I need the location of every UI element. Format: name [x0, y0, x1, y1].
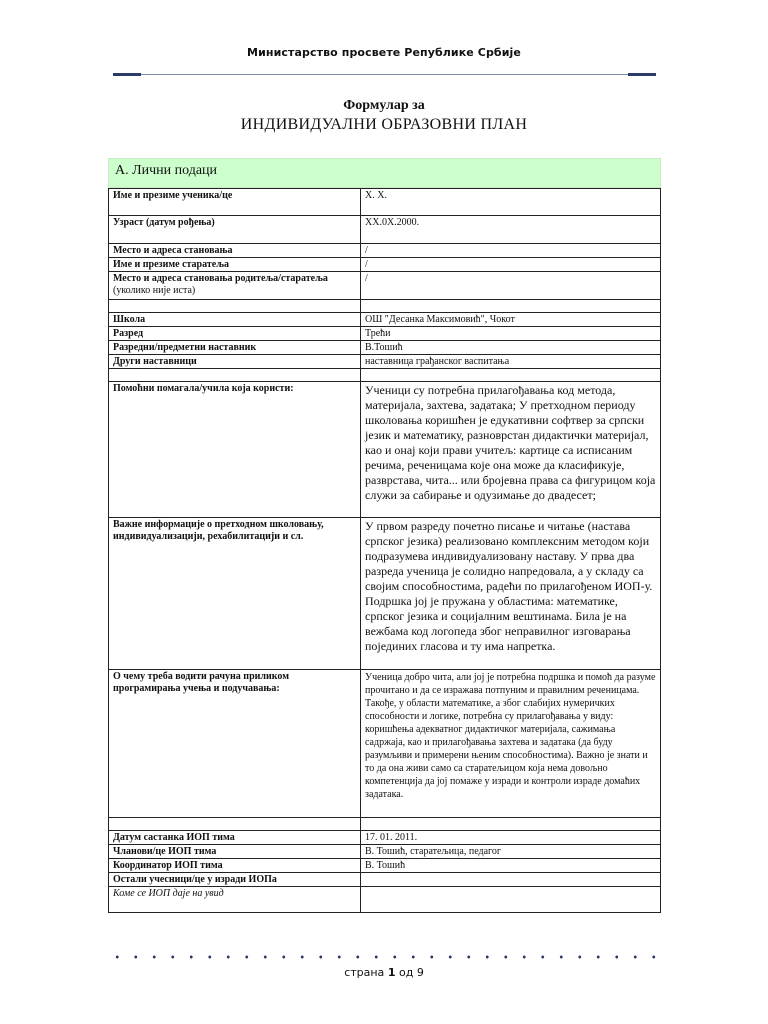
- value-team-members: В. Тошић, старатељица, педагог: [361, 845, 661, 859]
- personal-data-table: [108, 188, 661, 913]
- table-row-spacer: [109, 300, 661, 313]
- header-rule: [113, 74, 656, 75]
- label-other-teachers: Други наставници: [109, 355, 361, 369]
- value-planning: Ученица добро чита, али јој је потребна подршка и помоћ да разуме прочитано и да се изражава потпуним и правилним реченицама. Такође, у области математике, а због слабијих нумеричких способности и логике, потребна су прилагођавања у виду: коришћења адекватног дидактичког материјала, сажимања садржаја, као и прилагођавања захтева и задатака (да буду разумљиви и примерени њеним способностима). Важно је знати и то да она живи само са старатељицом која нема довољно компетенција да јој помаже у изради и контроли израде домаћих задатака.: [361, 670, 661, 818]
- label-guardian: Име и презиме старатеља: [109, 258, 361, 272]
- label-student-name: Име и презиме ученика/це: [109, 189, 361, 216]
- table-row: [109, 327, 661, 341]
- value-school: ОШ "Десанка Максимовић", Чокот: [361, 313, 661, 327]
- value-viewers: [361, 887, 661, 913]
- header-rule-cap-left: [113, 73, 141, 76]
- table-row: [109, 873, 661, 887]
- label-dob: Узраст (датум рођења): [109, 216, 361, 244]
- table-row: [109, 341, 661, 355]
- label-aids: Помоћни помагала/учила која користи:: [109, 382, 361, 518]
- table-row: [109, 244, 661, 258]
- table-row-spacer: [109, 369, 661, 382]
- ministry-header: Министарство просвете Републике Србије: [247, 46, 521, 59]
- table-row: [109, 859, 661, 873]
- form-title: Формулар за: [343, 98, 425, 113]
- value-other-teachers: наставница грађанског васпитања: [361, 355, 661, 369]
- value-dob: ХХ.0Х.2000.: [361, 216, 661, 244]
- value-student-name: Х. Х.: [361, 189, 661, 216]
- label-school: Школа: [109, 313, 361, 327]
- value-previous-schooling: У првом разреду почетно писање и читање (настава српског језика) реализовано комплексним методом који подразумева индивидуализовану наставу. У прва два разреда ученица је солидно напредовала, а у складу са својим способностима, радећи по прилагођеном ИОП-у. Подршка јој је пружана у областима: математике, српског језика и социјалним вештинама. Била је на вежбама код логопеда због неправилног изговарања појединих гласова и ту има напретка.: [361, 518, 661, 670]
- page-number: страна 1 од 9: [344, 966, 424, 979]
- table-row-spacer: [109, 818, 661, 831]
- table-row: [109, 382, 661, 518]
- value-guardian: /: [361, 258, 661, 272]
- label-meeting-date: Датум састанка ИОП тима: [109, 831, 361, 845]
- value-grade: Трећи: [361, 327, 661, 341]
- table-row: [109, 216, 661, 244]
- value-guardian-address: /: [361, 272, 661, 300]
- table-row: [109, 831, 661, 845]
- section-personal-data-header: [108, 158, 661, 188]
- value-other-participants: [361, 873, 661, 887]
- label-team-members: Чланови/це ИОП тима: [109, 845, 361, 859]
- table-row: [109, 313, 661, 327]
- table-row: [109, 258, 661, 272]
- label-address: Место и адреса становања: [109, 244, 361, 258]
- table-row: [109, 887, 661, 913]
- table-row: [109, 189, 661, 216]
- label-coordinator: Координатор ИОП тима: [109, 859, 361, 873]
- table-row: [109, 355, 661, 369]
- label-viewers: Коме се ИОП даје на увид: [109, 887, 361, 913]
- label-planning: О чему треба водити рачуна приликом програмирања учења и подучавања:: [109, 670, 361, 818]
- table-row: [109, 845, 661, 859]
- label-previous-schooling: Важне информације о претходном школовању, индивидуализацији, рехабилитацији и сл.: [109, 518, 361, 670]
- table-row: [109, 272, 661, 300]
- value-address: /: [361, 244, 661, 258]
- form-subtitle: ИНДИВИДУАЛНИ ОБРАЗОВНИ ПЛАН: [240, 116, 528, 133]
- label-teacher: Разредни/предметни наставник: [109, 341, 361, 355]
- value-meeting-date: 17. 01. 2011.: [361, 831, 661, 845]
- label-grade: Разред: [109, 327, 361, 341]
- value-aids: Ученици су потребна прилагођавања код метода, материјала, захтева, задатака; У претходном периоду школовања коришћен је едукативни софтвер за српски језик и математику, разноврстан дидактички материјал, као и онај који прави учитељ: картице са исписаним речима, реченицама које она може да класификује, разврстава, чита... или бројевна права са фигурицом која служи за сабирање и одузимање до двадесет;: [361, 382, 661, 518]
- section-title: А. Лични подаци: [115, 163, 218, 178]
- value-coordinator: В. Тошић: [361, 859, 661, 873]
- header-rule-cap-right: [628, 73, 656, 76]
- footer-dotted-rule: [108, 955, 664, 959]
- table-row: [109, 670, 661, 818]
- label-guardian-address: Место и адреса становања родитеља/старатеља (уколико није иста): [109, 272, 361, 300]
- table-row: [109, 518, 661, 670]
- label-other-participants: Остали учесници/це у изради ИОПа: [109, 873, 361, 887]
- value-teacher: В.Тошић: [361, 341, 661, 355]
